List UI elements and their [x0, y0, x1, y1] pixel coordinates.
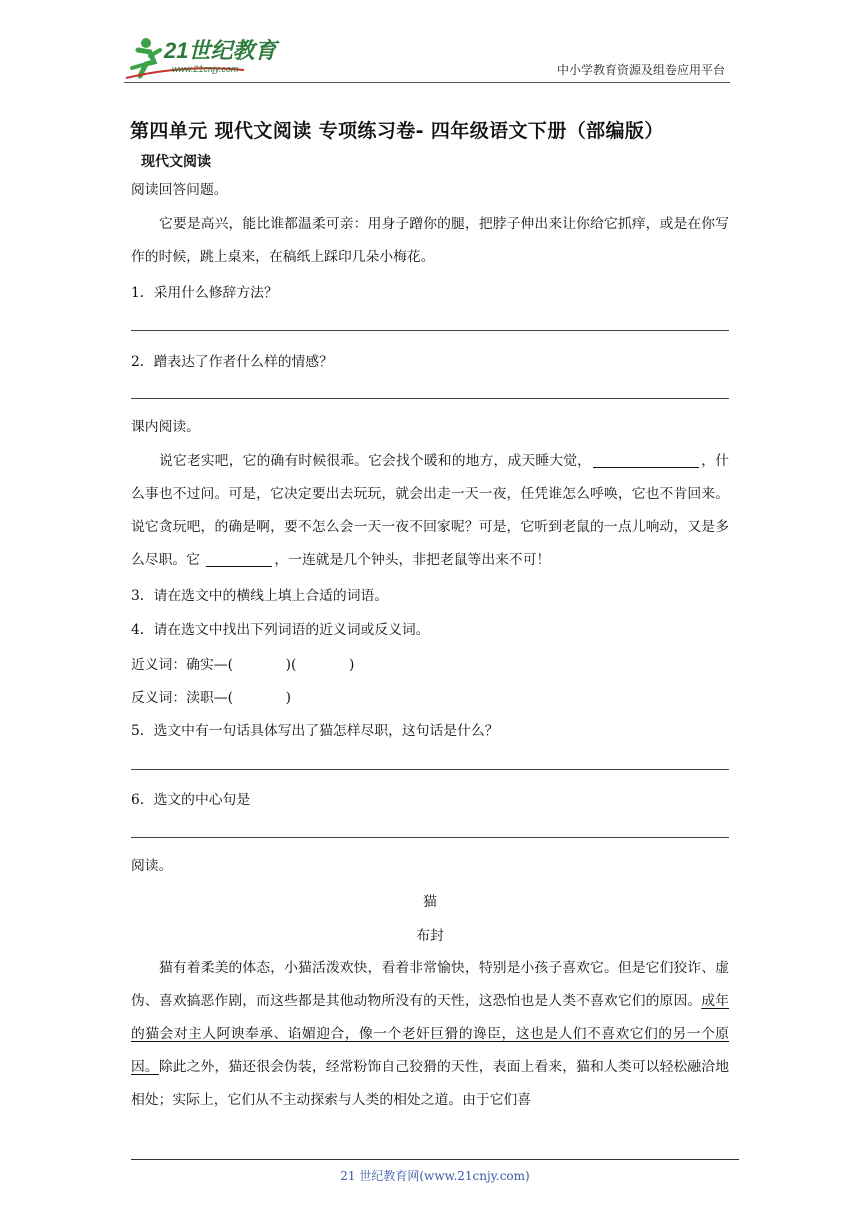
part1-instruction: 阅读回答问题。 [131, 182, 228, 198]
footer-divider [131, 1159, 739, 1160]
answer-line-1[interactable] [131, 330, 729, 331]
question-6: 6．选文的中心句是 [131, 792, 251, 808]
svg-text:21世纪教育: 21世纪教育 [164, 38, 277, 63]
story-author: 布封 [416, 928, 444, 944]
part3-instruction: 阅读。 [131, 858, 173, 874]
part3-passage: 猫有着柔美的体态，小猫活泼欢快，看着非常愉快，特别是小孩子喜欢它。但是它们狡诈、虚伪、喜欢搞恶作剧，而这些都是其他动物所没有的天性，这恐怕也是人类不喜欢它们的原因。成年的猫会对主人阿谀奉承、谄媚迎合，像一个老奸巨猾的谗臣，这也是人们不喜欢它们的另一个原因。除此之外，猫还很会伪装，经常粉饰自己狡猾的天性，表面上看来，猫和人类可以轻松融洽地相处；实际上，它们从不主动探索与人类的相处之道。由于它们喜 [131, 960, 730, 1108]
part1-passage: 它要是高兴，能比谁都温柔可亲：用身子蹭你的腿，把脖子伸出来让你给它抓痒，或是在你写作的时候，跳上桌来，在稿纸上踩印几朵小梅花。 [131, 216, 729, 265]
question-2: 2．蹭表达了作者什么样的情感？ [131, 354, 333, 370]
answer-line-2[interactable] [131, 398, 729, 399]
footer-text: 21 世纪教育网(www.21cnjy.com) [340, 1169, 530, 1183]
platform-name: 中小学教育资源及组卷应用平台 [556, 63, 725, 77]
section-label: 现代文阅读 [141, 154, 211, 170]
answer-line-5[interactable] [131, 769, 729, 770]
synonym-line: 近义词：确实—( )( ) [131, 657, 355, 673]
page-title: 第四单元 现代文阅读 专项练习卷- 四年级语文下册（部编版） [130, 120, 664, 142]
fill-blank-1[interactable] [593, 452, 699, 468]
fill-blank-2[interactable] [206, 551, 272, 567]
answer-line-6[interactable] [131, 837, 729, 838]
question-5: 5．选文中有一句话具体写出了猫怎样尽职，这句话是什么？ [131, 723, 499, 739]
antonym-line: 反义词：渎职—( ) [131, 690, 291, 706]
question-1: 1．采用什么修辞方法？ [131, 285, 278, 301]
header-divider [124, 82, 730, 83]
svg-text:www.21cnjy.com: www.21cnjy.com [172, 64, 239, 74]
part2-passage: 说它老实吧，它的确有时候很乖。它会找个暖和的地方，成天睡大觉， ，什么事也不过问。可是，它决定要出去玩玩，就会出走一天一夜，任凭谁怎么呼唤，它也不肯回来。说它贪玩吧，的确是啊，要不怎么会一天一夜不回家呢？可是，它听到老鼠的一点儿响动，又是多么尽职。它 ，一连就是几个钟头，非把老鼠等出来不可！ [131, 453, 730, 568]
story-title: 猫 [423, 894, 437, 910]
runner-logo-icon [124, 34, 299, 80]
question-3: 3．请在选文中的横线上填上合适的词语。 [131, 588, 389, 604]
site-logo [124, 34, 299, 80]
question-4: 4．请在选文中找出下列词语的近义词或反义词。 [131, 622, 430, 638]
part2-instruction: 课内阅读。 [131, 419, 200, 435]
underlined-sentence: 成年的猫会对主人阿谀奉承、谄媚迎合，像一个老奸巨猾的谗臣，这也是人们不喜欢它们的另一个原因。 [131, 993, 730, 1075]
